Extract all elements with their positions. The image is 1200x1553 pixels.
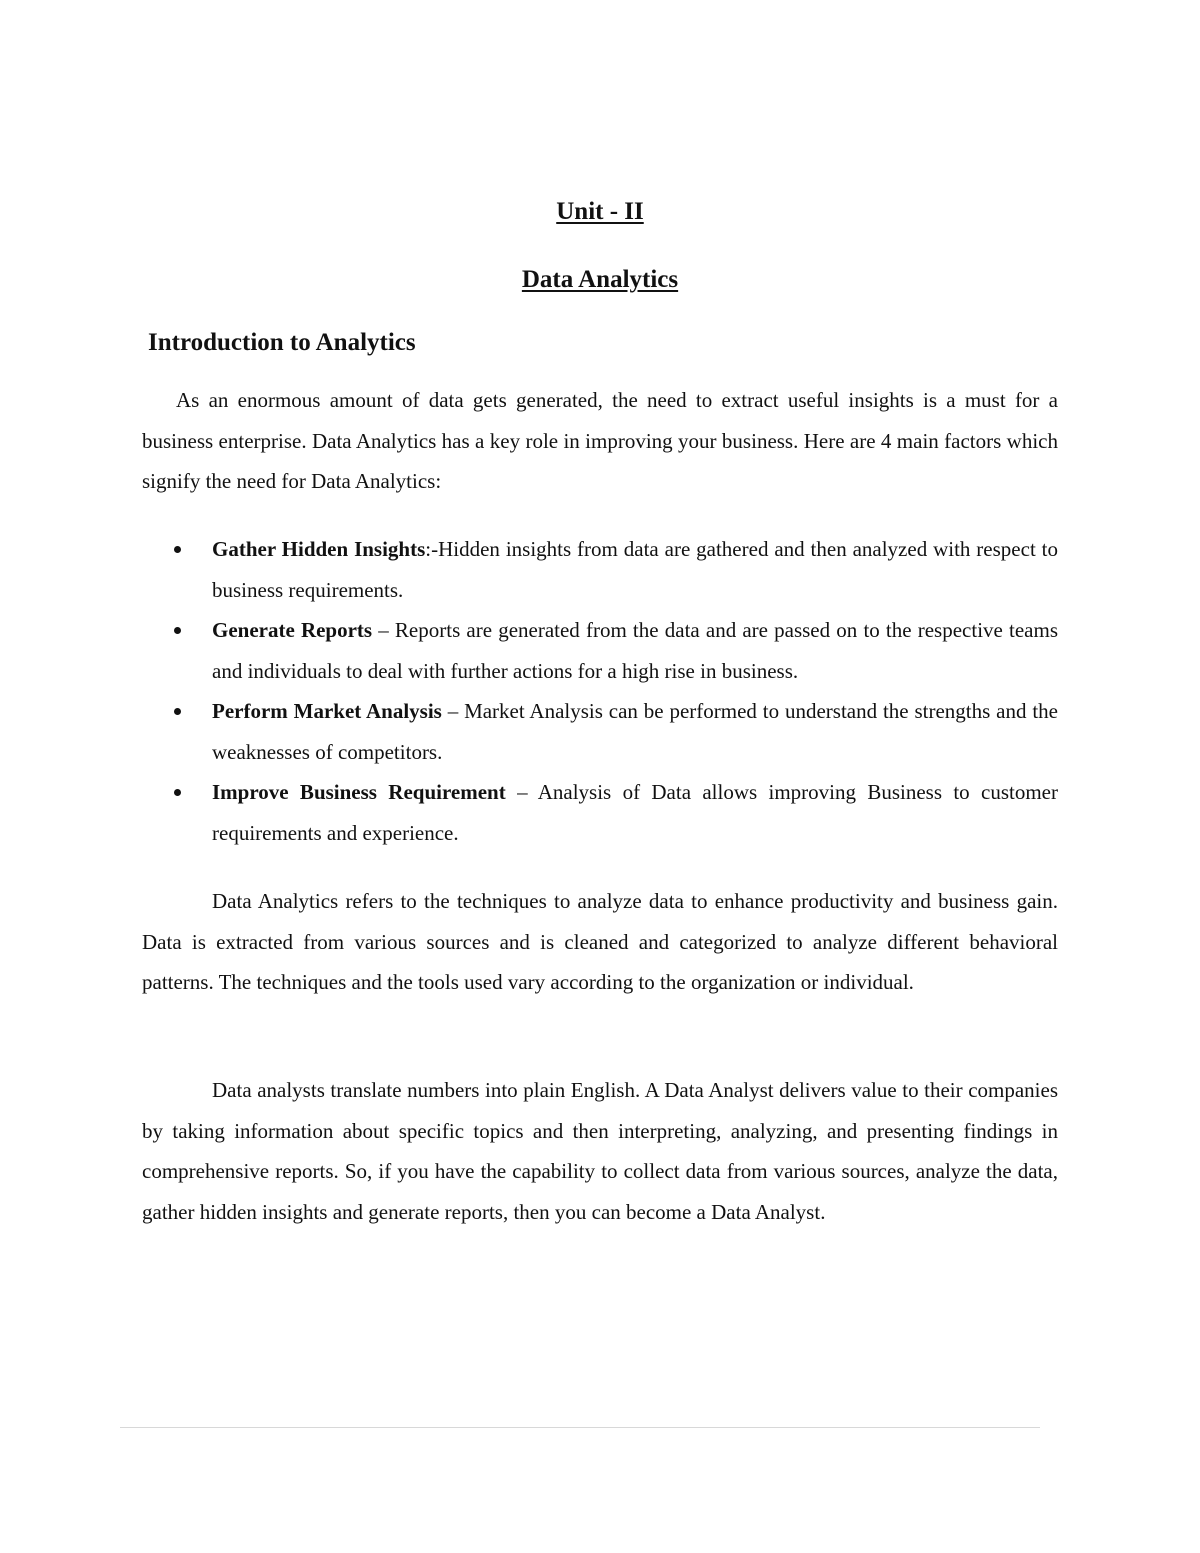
list-item xyxy=(142,772,1058,853)
bullet-icon xyxy=(174,789,181,796)
bullet-text: – Analysis of Data allows improving Business to customer requirements and experience. xyxy=(212,780,1058,845)
unit-title: Unit - II xyxy=(556,198,644,225)
list-item xyxy=(142,610,1058,691)
bullet-term: Improve Business Requirement xyxy=(212,780,506,804)
body-paragraph-text: Data Analytics refers to the techniques to analyze data to enhance productivity and business gain. Data is extracted from various sources and is cleaned and categorized to analyze different behavioral patterns. The techniques and the tools used vary according to the organization or individual. xyxy=(142,889,1058,994)
section-heading: Introduction to Analytics xyxy=(148,329,416,356)
list-item xyxy=(142,691,1058,772)
bullet-term: Perform Market Analysis xyxy=(212,699,442,723)
page-title: Data Analytics xyxy=(521,266,679,293)
bullet-icon xyxy=(174,627,181,634)
footer-divider xyxy=(120,1427,1040,1428)
bullet-text: :-Hidden insights from data are gathered and then analyzed with respect to business requirements. xyxy=(212,537,1058,602)
list-item xyxy=(142,529,1058,610)
body-paragraph-text: Data analysts translate numbers into plain English. A Data Analyst delivers value to their companies by taking information about specific topics and then interpreting, analyzing, and presenting findings in comprehensive reports. So, if you have the capability to collect data from various sources, analyze the data, gather hidden insights and generate reports, then you can become a Data Analyst. xyxy=(142,1078,1058,1224)
bullet-text: – Reports are generated from the data and are passed on to the respective teams and individuals to deal with further actions for a high rise in business. xyxy=(212,618,1058,683)
bullet-icon xyxy=(174,708,181,715)
bullet-text: – Market Analysis can be performed to understand the strengths and the weaknesses of competitors. xyxy=(212,699,1058,764)
body-paragraph xyxy=(142,1070,1058,1232)
bullet-term: Gather Hidden Insights xyxy=(212,537,426,561)
bullet-term: Generate Reports xyxy=(212,618,373,642)
bullet-icon xyxy=(174,546,181,553)
factors-list xyxy=(142,529,1058,853)
intro-paragraph xyxy=(142,380,1058,502)
intro-paragraph-text: As an enormous amount of data gets generated, the need to extract useful insights is a must for a business enterprise. Data Analytics has a key role in improving your business. Here are 4 main factors which signify the need for Data Analytics: xyxy=(142,388,1058,493)
body-paragraph xyxy=(142,881,1058,1003)
